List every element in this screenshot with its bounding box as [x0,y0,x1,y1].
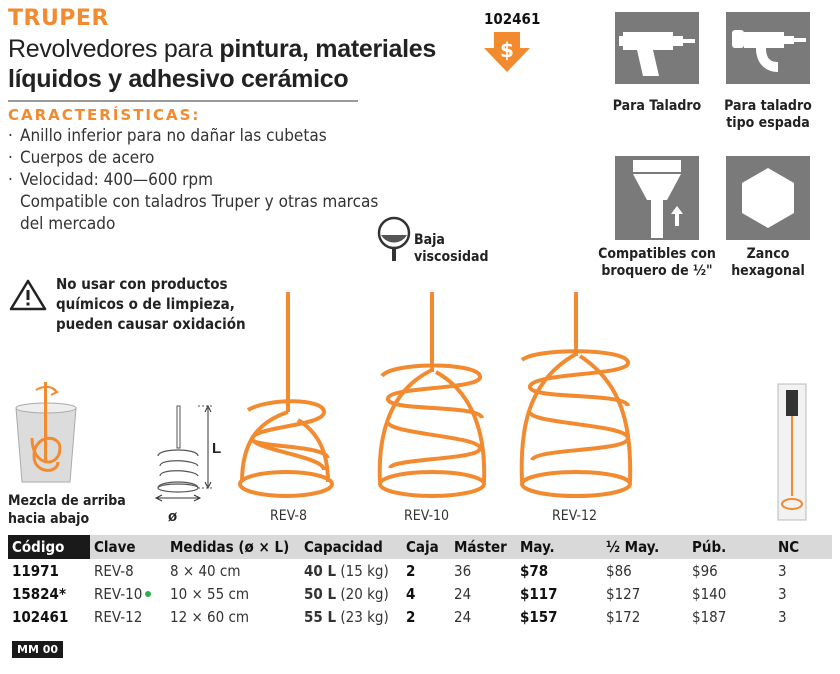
drill-icon [615,12,699,84]
pub-cell [688,605,774,628]
features-heading: CARACTERÍSTICAS: [8,106,201,124]
capacity-liters: 50 L [304,584,337,603]
half-may-value: $127 [606,584,641,603]
warning-icon [8,278,48,312]
title-divider [8,100,358,102]
product-code: 102461 [484,10,541,28]
may-cell [516,605,602,628]
may-value: $157 [520,607,558,626]
icon-label: Para Taladro [612,98,702,114]
column-header: ½ May. [602,535,688,559]
clave-value: REV-12 [94,607,143,626]
master-value: 24 [454,584,472,603]
column-header: Máster [450,535,516,559]
caja-cell [402,559,450,582]
price-down-icon [482,30,532,74]
pub-value: $187 [692,607,727,626]
column-header: Púb. [688,535,774,559]
column-header: NC [774,535,832,559]
new-indicator-icon [145,591,151,597]
mixer-rev-8-image [228,292,338,504]
codigo-cell [8,605,90,628]
clave-cell [90,559,166,582]
medidas-cell [166,605,300,628]
codigo-value: 15824* [12,584,67,603]
length-label: L [212,440,222,457]
hexagon-icon [726,156,810,240]
features-list [8,125,388,235]
may-cell [516,559,602,582]
feature-item: · Velocidad: 400—600 rpm [8,170,214,190]
table-header-row [8,535,832,559]
half-may-cell [602,559,688,582]
master-value: 24 [454,607,472,626]
svg-text:$: $ [500,38,514,62]
spec-table [8,535,832,628]
pub-value: $140 [692,584,727,603]
icon-label: Zanco hexagonal [731,246,805,279]
half-may-value: $86 [606,561,632,580]
clave-cell [90,582,166,605]
spade-drill-icon [726,12,810,84]
capacity-cell [300,582,402,605]
viscosity-icon [376,213,412,263]
medidas-value: 8 × 40 cm [170,561,241,580]
capacity-liters: 40 L [304,561,337,580]
bucket-label: Mezcla de arriba hacia abajo [8,493,126,527]
dimension-diagram [150,400,230,520]
capacity-cell [300,605,402,628]
icon-label: Para taladro tipo espada [724,98,812,131]
medidas-value: 12 × 60 cm [170,607,250,626]
mixer-rev-10-image [372,292,492,504]
bucket-mixing-icon [8,378,84,486]
caja-value: 2 [406,607,416,626]
nc-cell [774,559,832,582]
column-header: Clave [90,535,166,559]
chuck-icon [615,156,699,240]
feature-item: Compatible con taladros Truper y otras marcas del mercado [20,192,379,234]
half-may-cell [602,605,688,628]
page-title: Revolvedores para pintura, materiales líquidos y adhesivo cerámico [8,35,436,93]
mixer-label: REV-8 [270,508,308,524]
table-row [8,559,832,582]
mixer-label: REV-10 [404,508,450,524]
feature-item: · Anillo inferior para no dañar las cubetas [8,126,327,146]
capacity-liters: 55 L [304,607,337,626]
pub-value: $96 [692,561,718,580]
column-header: May. [516,535,602,559]
pub-cell [688,582,774,605]
master-value: 36 [454,561,472,580]
may-value: $78 [520,561,549,580]
capacity-cell [300,559,402,582]
codigo-value: 102461 [12,607,69,626]
column-header: Medidas (ø × L) [166,535,300,559]
table-row [8,582,832,605]
half-may-cell [602,582,688,605]
nc-value: 3 [778,561,787,580]
viscosity-label: Baja viscosidad [414,232,489,265]
may-value: $117 [520,584,558,603]
nc-value: 3 [778,607,787,626]
column-header: Código [8,535,90,559]
nc-cell [774,605,832,628]
clave-cell [90,605,166,628]
column-header: Capacidad [300,535,402,559]
nc-value: 3 [778,584,787,603]
medidas-value: 10 × 55 cm [170,584,250,603]
clave-value: REV-8 [94,561,134,580]
packaged-product-image [772,382,812,524]
medidas-cell [166,559,300,582]
clave-value: REV-10 [94,584,143,603]
diameter-label: ø [168,508,178,525]
capacity-kg: (15 kg) [340,561,389,580]
codigo-value: 11971 [12,561,59,580]
mixer-label: REV-12 [552,508,598,524]
master-cell [450,559,516,582]
table-row [8,605,832,628]
column-header: Caja [402,535,450,559]
codigo-cell [8,559,90,582]
codigo-cell [8,582,90,605]
caja-value: 2 [406,561,416,580]
may-cell [516,582,602,605]
feature-item: · Cuerpos de acero [8,148,155,168]
warning-text: No usar con productos químicos o de limpieza, pueden causar oxidación [56,275,246,333]
half-may-value: $172 [606,607,641,626]
master-cell [450,582,516,605]
caja-cell [402,605,450,628]
nc-cell [774,582,832,605]
master-cell [450,605,516,628]
medidas-cell [166,582,300,605]
footer-badge: MM 00 [12,641,63,658]
pub-cell [688,559,774,582]
caja-cell [402,582,450,605]
brand-logo: TRUPER [8,6,109,31]
mixer-rev-12-image [516,292,636,504]
icon-label: Compatibles con broquero de ½" [598,246,716,279]
caja-value: 4 [406,584,416,603]
capacity-kg: (20 kg) [340,584,389,603]
capacity-kg: (23 kg) [340,607,389,626]
